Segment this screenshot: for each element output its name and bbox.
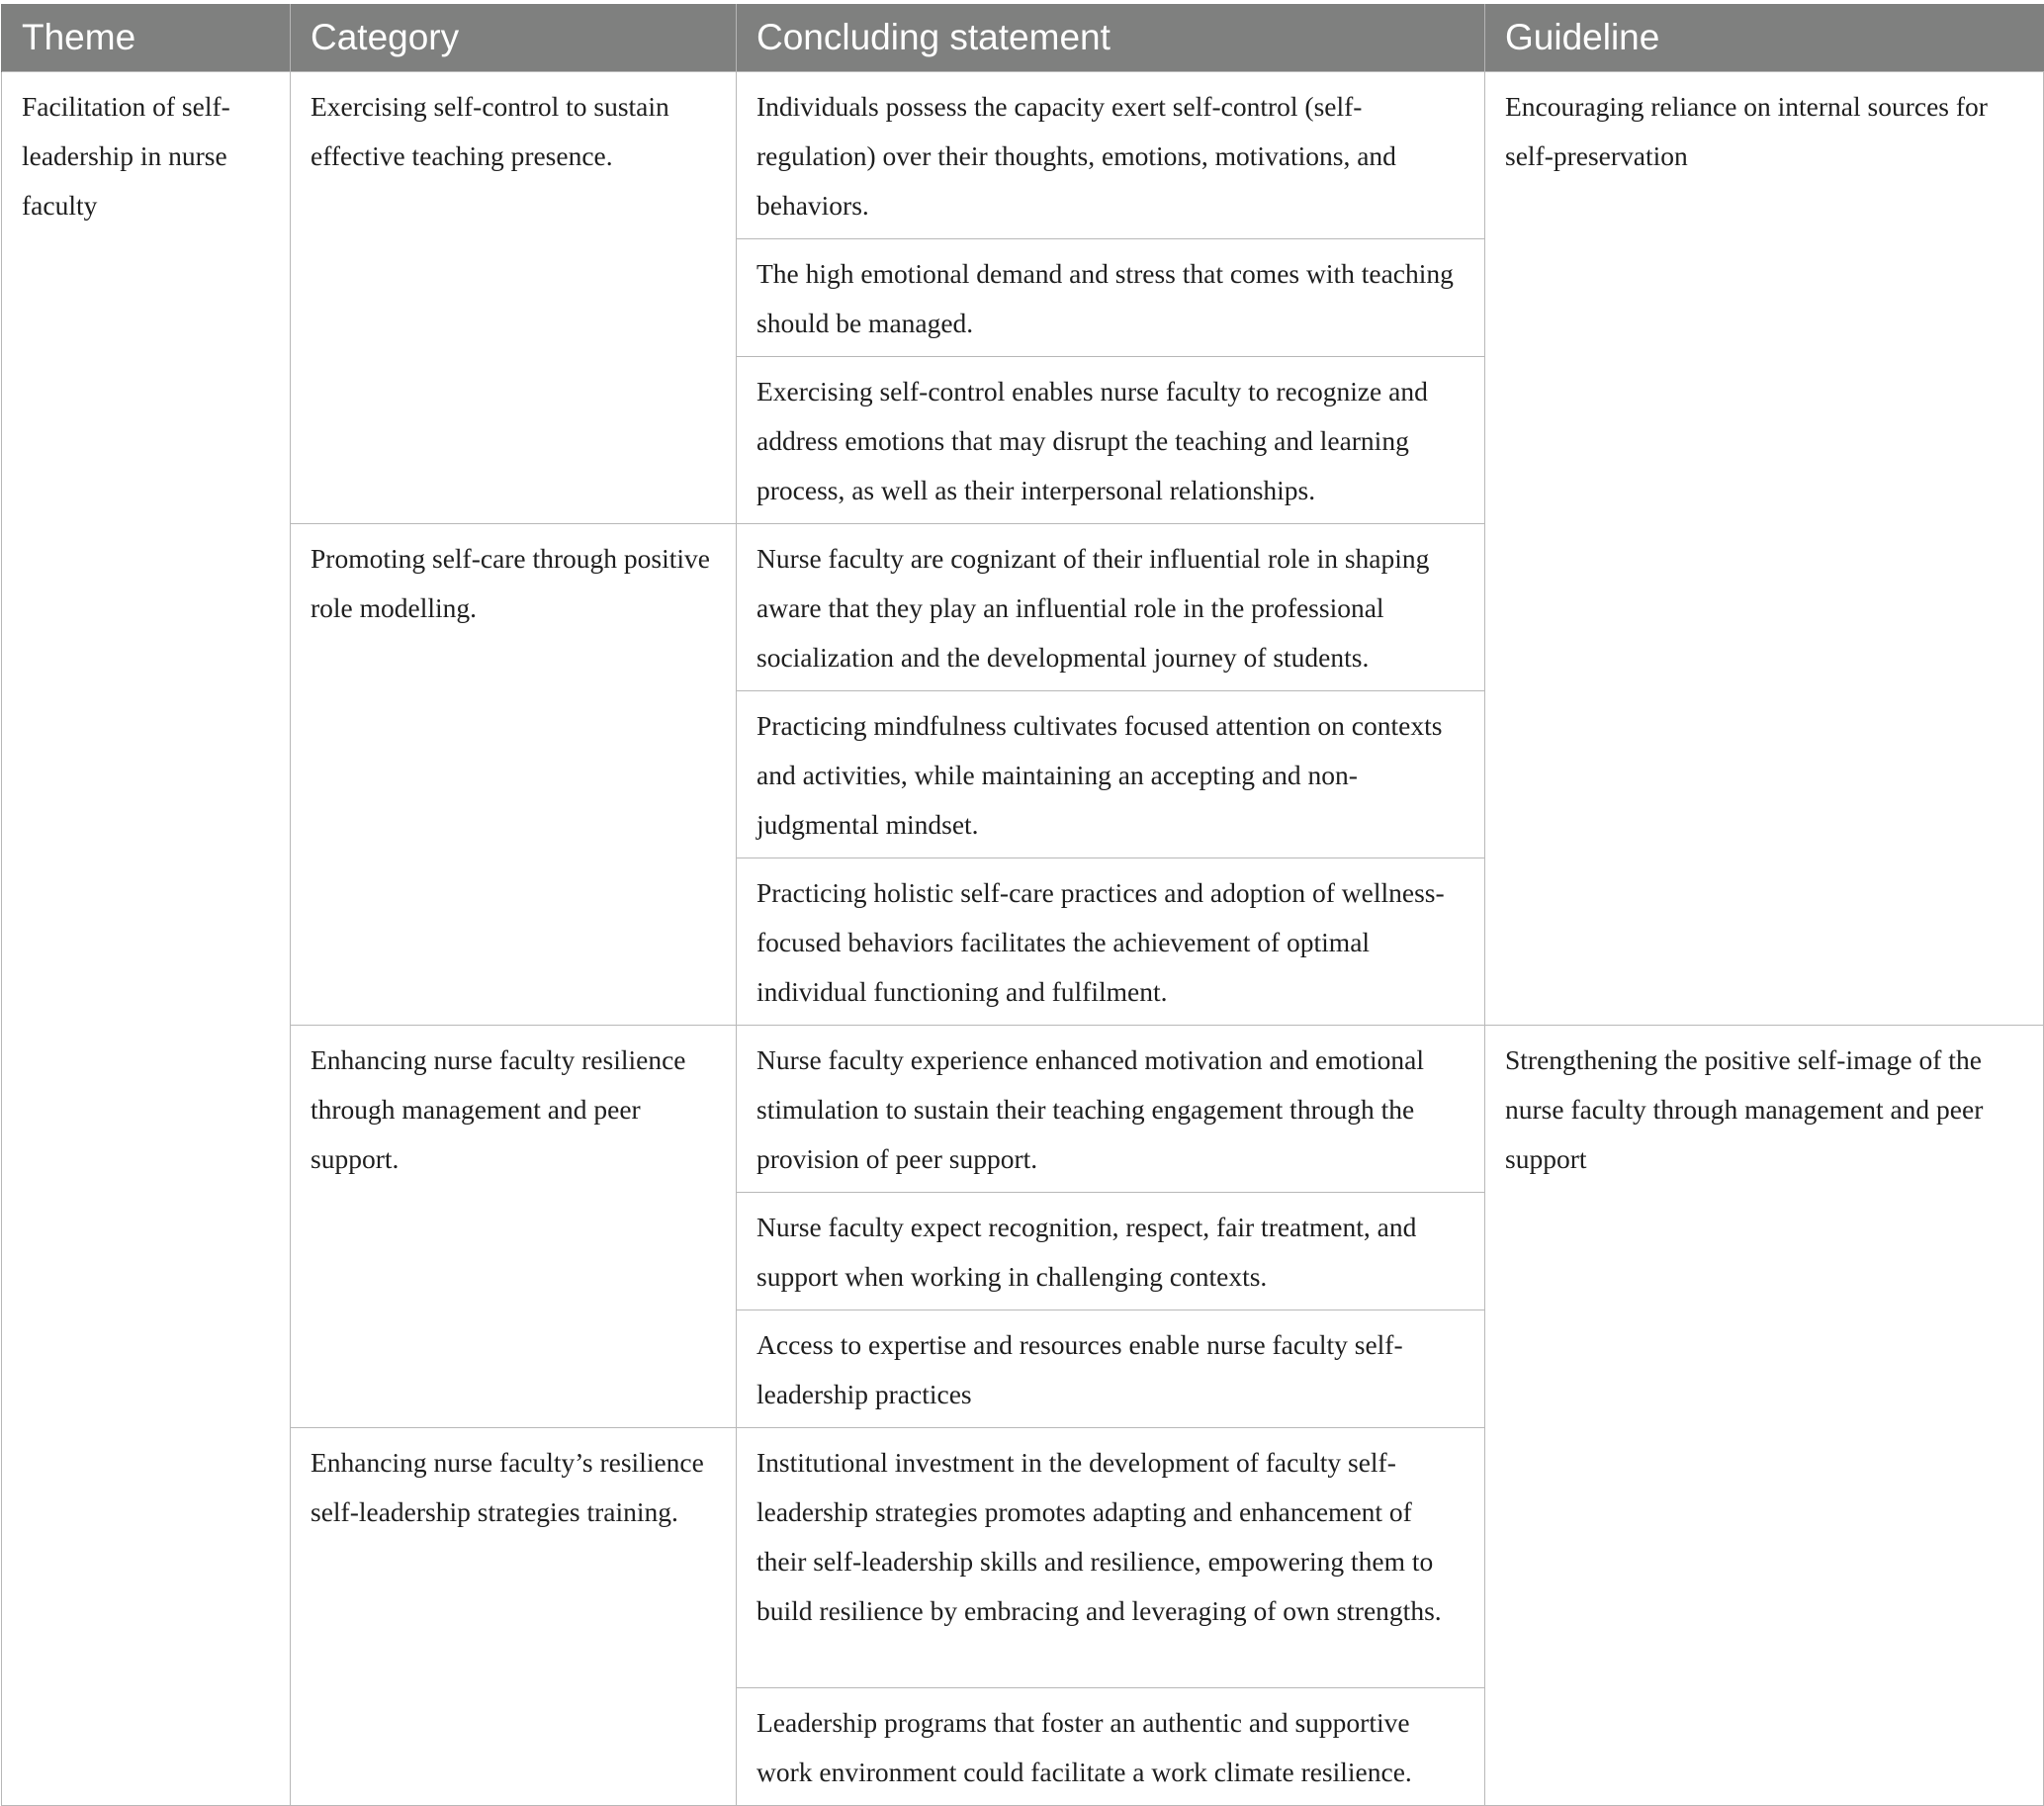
category-cell: Enhancing nurse faculty resilience through management and peer support. [291, 1025, 737, 1427]
header-guideline: Guideline [1485, 4, 2044, 71]
guideline-cell: Strengthening the positive self-image of the nurse faculty through management and peer support [1485, 1025, 2044, 1805]
header-category: Category [291, 4, 737, 71]
statement-cell: Practicing holistic self-care practices and adoption of wellness-focused behaviors facilitates the achievement of optimal individual functioning and fulfilment. [737, 858, 1485, 1025]
header-concluding-statement: Concluding statement [737, 4, 1485, 71]
statement-cell: Practicing mindfulness cultivates focused attention on contexts and activities, while maintaining an accepting and non-judgmental mindset. [737, 690, 1485, 858]
header-theme: Theme [2, 4, 291, 71]
guideline-table [1, 4, 2044, 1806]
statement-cell: Leadership programs that foster an authentic and supportive work environment could facilitate a work climate resilience. [737, 1687, 1485, 1805]
statement-cell: Individuals possess the capacity exert self-control (self-regulation) over their thoughts, emotions, motivations, and behaviors. [737, 71, 1485, 238]
statement-cell: Institutional investment in the development of faculty self-leadership strategies promotes adapting and enhancement of their self-leadership skills and resilience, empowering them to build resilience by embracing and leveraging of own strengths. [737, 1427, 1485, 1687]
statement-cell: Nurse faculty experience enhanced motivation and emotional stimulation to sustain their teaching engagement through the provision of peer support. [737, 1025, 1485, 1192]
statement-cell: The high emotional demand and stress that comes with teaching should be managed. [737, 238, 1485, 356]
statement-cell: Nurse faculty expect recognition, respect, fair treatment, and support when working in challenging contexts. [737, 1192, 1485, 1309]
table-body [2, 71, 2044, 1805]
table-header [2, 4, 2044, 71]
table-row [2, 1025, 2044, 1192]
statement-cell: Exercising self-control enables nurse faculty to recognize and address emotions that may disrupt the teaching and learning process, as well as their interpersonal relationships. [737, 356, 1485, 523]
statement-cell: Nurse faculty are cognizant of their influential role in shaping aware that they play an influential role in the professional socialization and the developmental journey of students. [737, 523, 1485, 690]
header-row [2, 4, 2044, 71]
table-row [2, 71, 2044, 238]
guideline-cell: Encouraging reliance on internal sources for self-preservation [1485, 71, 2044, 1025]
category-cell: Exercising self-control to sustain effective teaching presence. [291, 71, 737, 523]
theme-cell: Facilitation of self-leadership in nurse faculty [2, 71, 291, 1805]
category-cell: Promoting self-care through positive role modelling. [291, 523, 737, 1025]
category-cell: Enhancing nurse faculty’s resilience self-leadership strategies training. [291, 1427, 737, 1805]
statement-cell: Access to expertise and resources enable nurse faculty self-leadership practices [737, 1309, 1485, 1427]
